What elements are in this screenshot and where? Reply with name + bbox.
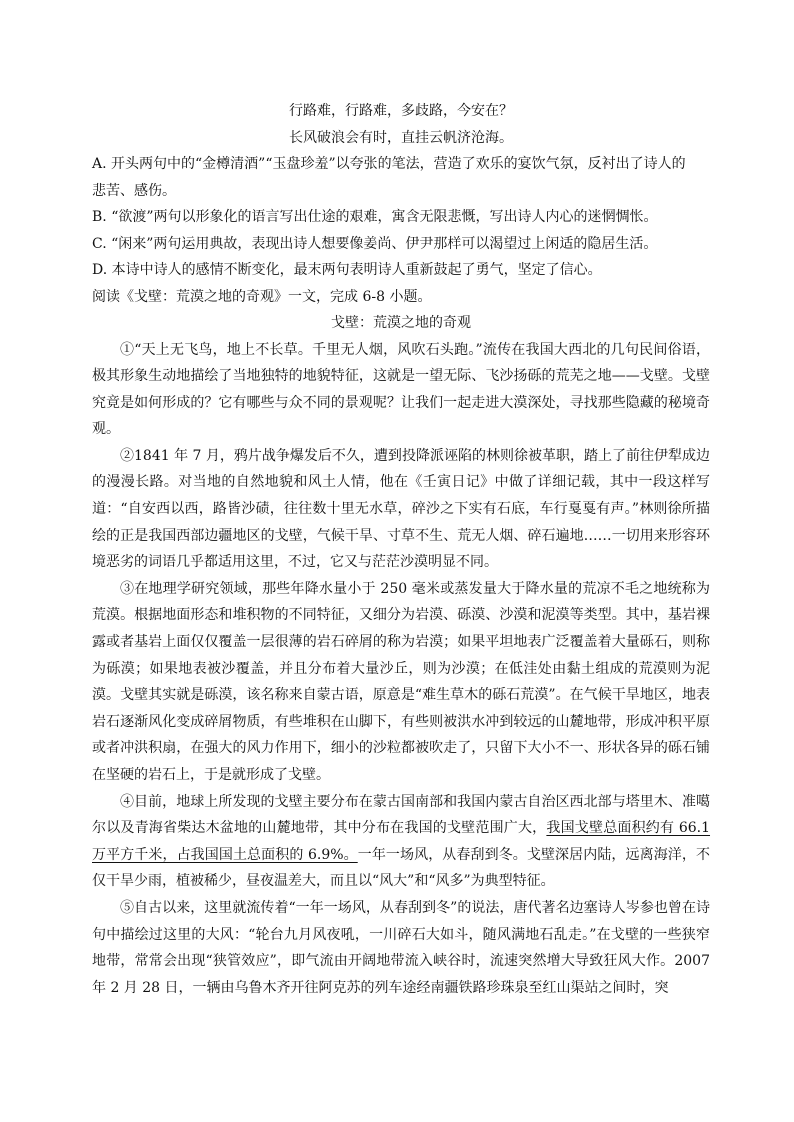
paragraph-4 <box>92 789 710 895</box>
option-a: A. 开头两句中的“金樽清酒”“玉盘珍羞”以夸张的笔法，营造了欢乐的宴饮气氛，反衬出了诗人的 <box>92 156 686 172</box>
underlined-sentence: 我国戈壁总面积约有 66.1 万平方千米，占我国国土总面积的 6.9%。 <box>92 820 711 863</box>
article-title: 戈壁：荒漠之地的奇观 <box>331 315 471 331</box>
poem-line-1: 行路难，行路难，多歧路，今安在？ <box>289 103 513 119</box>
paragraph-3: ③在地理学研究领域，那些年降水量小于 250 毫米或蒸发量大于降水量的荒凉不毛之地统称为荒漠。根据地面形态和堆积物的不同特征，又细分为岩漠、砾漠、沙漠和泥漠等类型。其中，基岩裸露或者基岩上面仅仅覆盖一层很薄的岩石碎屑的称为岩漠；如果平坦地表广泛覆盖着大量砾石，则称为砾漠；如果地表被沙覆盖，并且分布着大量沙丘，则为沙漠；在低洼处由黏土组成的荒漠则为泥漠。戈壁其实就是砾漠，该名称来自蒙古语，原意是“难生草木的砾石荒漠”。在气候干旱地区，地表岩石逐渐风化变成碎屑物质，有些堆积在山脚下，有些则被洪水冲到较远的山麓地带，形成冲积平原或者冲洪积扇，在强大的风力作用下，细小的沙粒都被吹走了，只留下大小不一、形状各异的砾石铺在坚硬的岩石上，于是就形成了戈壁。 <box>92 580 710 783</box>
option-c: C. “闲来”两句运用典故，表现出诗人想要像姜尚、伊尹那样可以渴望过上闲适的隐居生活。 <box>92 235 658 252</box>
paragraph-2: ②1841 年 7 月，鸦片战争爆发后不久，遭到投降派诬陷的林则徐被革职，踏上了前往伊犁成边的漫漫长路。对当地的自然地貌和风土人情，他在《壬寅日记》中做了详细记载，其中一段这样写道：“自安西以西，路皆沙碛，往往数十里无水草，碎沙之下实有石底，车行戛戛有声。”林则徐所描绘的正是我国西部边疆地区的戈壁，气候干旱、寸草不生、荒无人烟、碎石遍地……一切用来形容环境恶劣的词语几乎都适用这里，不过，它又与茫茫沙漠明显不同。 <box>92 447 710 571</box>
option-b: B. “欲渡”两句以形象化的语言写出仕途的艰难，寓含无限悲慨，写出诗人内心的迷惘惆怅。 <box>92 209 658 225</box>
reading-instruction: 阅读《戈壁：荒漠之地的奇观》一文，完成 6-8 小题。 <box>92 288 432 305</box>
document-page <box>92 98 710 1001</box>
paragraph-5: ⑤自古以来，这里就流传着“一年一场风，从春刮到冬”的说法，唐代著名边塞诗人岑参也曾在诗句中描绘过这里的大风：“轮台九月风夜吼，一川碎石大如斗，随风满地石乱走。”在戈壁的一些狭窄地带，常常会出现“狭管效应”，即气流由开阔地带流入峡谷时，流速突然增大导致狂风大作。2007 年 2 月 28 日，一辆由乌鲁木齐开往阿克苏的列车途经南疆铁路珍珠泉至红山渠站之间时，突 <box>92 899 710 996</box>
poem-line-2: 长风破浪会有时，直挂云帆济沧海。 <box>289 129 513 146</box>
paragraph-4-start: ④目前，地球上所发现的戈壁主要分布在蒙古国南部和我国内蒙古自治区西北部与塔里木、准噶尔以及青海省柴达木盆地的山麓地带，其中分布在我国的戈壁范围广大， <box>92 793 710 837</box>
paragraph-1: ①“天上无飞鸟，地上不长草。千里无人烟，风吹石头跑。”流传在我国大西北的几句民间俗语，极其形象生动地描绘了当地独特的地貌特征，这就是一望无际、飞沙扬砾的荒芜之地——戈壁。戈壁究竟是如何形成的？它有哪些与众不同的景观呢？让我们一起走进大漠深处，寻找那些隐藏的秘境奇观。 <box>92 341 710 438</box>
option-a-continued: 悲苦、感伤。 <box>92 182 176 199</box>
option-d: D. 本诗中诗人的感情不断变化，最末两句表明诗人重新鼓起了勇气，坚定了信心。 <box>92 262 602 278</box>
paragraph-4-end: 一年一场风，从春刮到冬。戈壁深居内陆，远离海洋，不仅干旱少雨，植被稀少，昼夜温差大，而且以“风大”和“风多”为典型特征。 <box>92 846 710 890</box>
